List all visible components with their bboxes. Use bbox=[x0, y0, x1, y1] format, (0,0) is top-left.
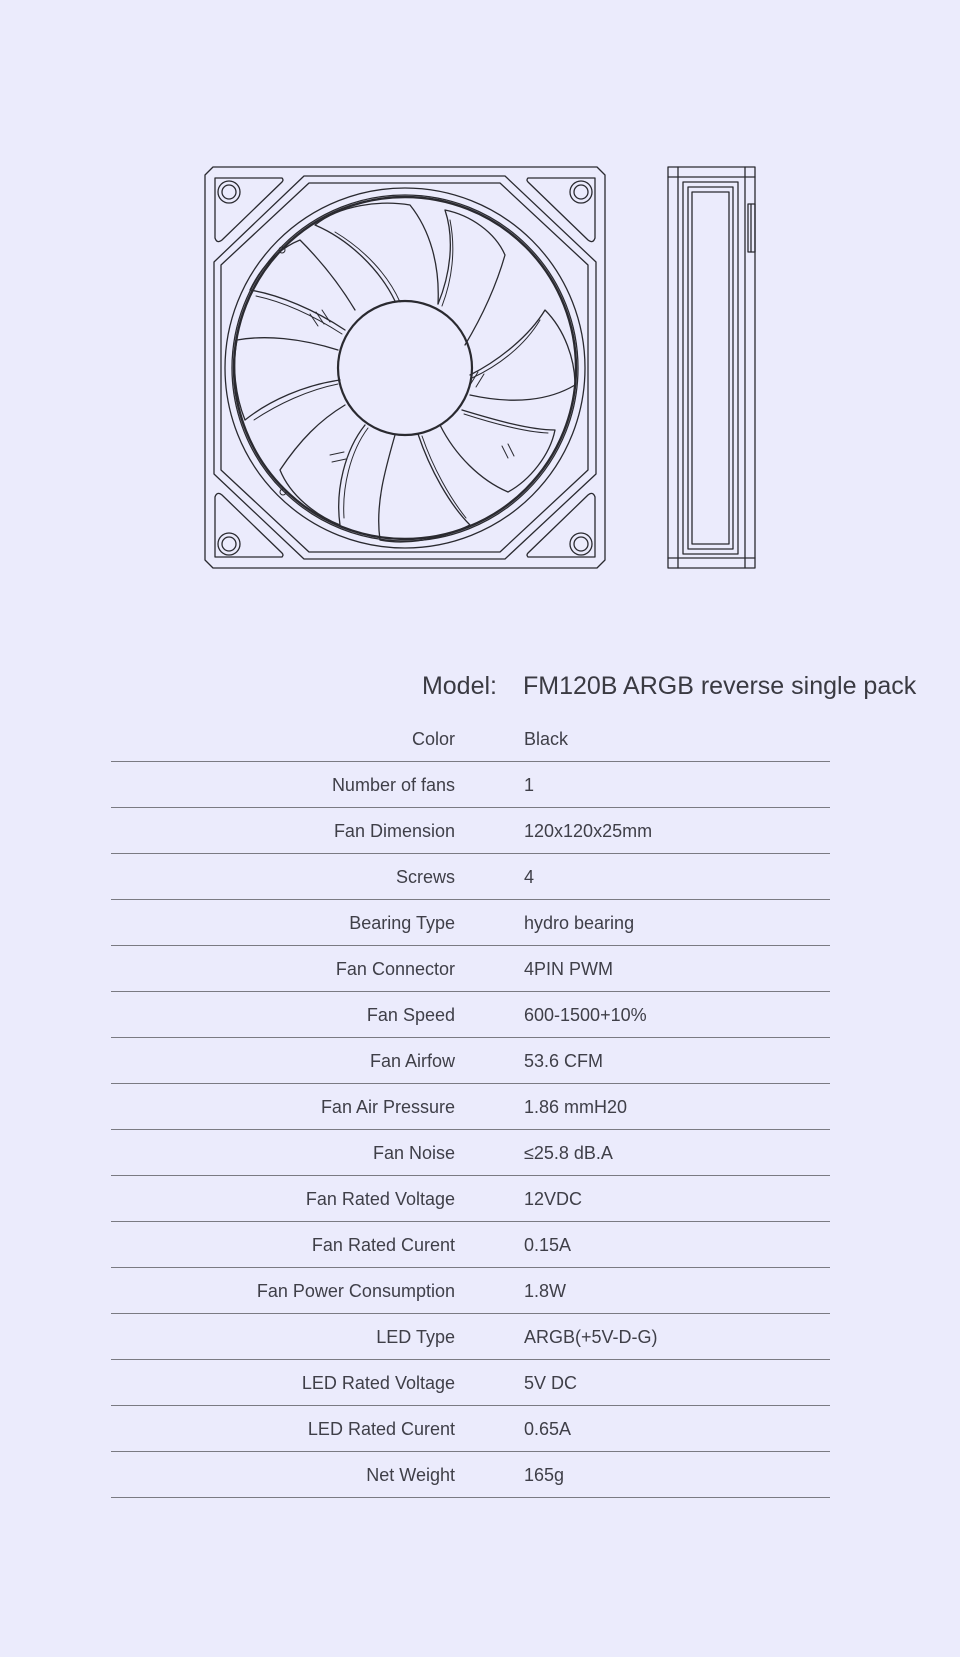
spec-row-color bbox=[111, 716, 830, 762]
spec-row-fan-air-pressure bbox=[111, 1084, 830, 1130]
spec-value: 53.6 CFM bbox=[524, 1051, 604, 1071]
spec-row-led-type bbox=[111, 1314, 830, 1360]
spec-label: Fan Dimension bbox=[333, 821, 455, 841]
spec-value: 120x120x25mm bbox=[524, 821, 653, 841]
model-label: Model: bbox=[421, 672, 497, 700]
spec-value: Black bbox=[524, 729, 569, 749]
spec-label: Fan Rated Voltage bbox=[305, 1189, 455, 1209]
spec-label: Fan Connector bbox=[335, 959, 455, 979]
spec-label: Color bbox=[411, 729, 455, 749]
spec-label: Fan Air Pressure bbox=[320, 1097, 455, 1117]
spec-label: Fan Power Consumption bbox=[256, 1281, 455, 1301]
spec-value: 1 bbox=[524, 775, 535, 795]
spec-label: Net Weight bbox=[366, 1465, 455, 1485]
spec-value: hydro bearing bbox=[524, 913, 635, 933]
spec-table bbox=[111, 716, 830, 1498]
fan-side-view bbox=[668, 167, 755, 568]
spec-label: LED Rated Curent bbox=[307, 1419, 455, 1439]
spec-row-fan-dimension bbox=[111, 808, 830, 854]
spec-value: 12VDC bbox=[524, 1189, 583, 1209]
spec-label: Fan Rated Curent bbox=[311, 1235, 455, 1255]
spec-value: 5V DC bbox=[524, 1373, 578, 1393]
spec-value: 4 bbox=[524, 867, 535, 887]
model-value: FM120B ARGB reverse single pack bbox=[523, 672, 917, 700]
spec-label: Fan Airfow bbox=[369, 1051, 455, 1071]
spec-row-fan-rated-current bbox=[111, 1222, 830, 1268]
spec-row-screws bbox=[111, 854, 830, 900]
spec-value: ≤25.8 dB.A bbox=[524, 1143, 613, 1163]
spec-value: 165g bbox=[524, 1465, 565, 1485]
fan-line-drawing bbox=[0, 0, 960, 620]
spec-value: 0.15A bbox=[524, 1235, 572, 1255]
spec-row-led-rated-voltage bbox=[111, 1360, 830, 1406]
spec-label: LED Type bbox=[376, 1327, 455, 1347]
spec-value: 4PIN PWM bbox=[524, 959, 614, 979]
spec-label: Screws bbox=[395, 867, 455, 887]
spec-value: ARGB(+5V-D-G) bbox=[524, 1327, 658, 1347]
model-row bbox=[0, 666, 960, 706]
fan-front-view bbox=[205, 167, 605, 568]
spec-value: 600-1500+10% bbox=[524, 1005, 647, 1025]
spec-row-bearing-type bbox=[111, 900, 830, 946]
spec-label: Bearing Type bbox=[349, 913, 455, 933]
spec-label: Number of fans bbox=[331, 775, 455, 795]
spec-row-led-rated-current bbox=[111, 1406, 830, 1452]
spec-row-fan-power-consumption bbox=[111, 1268, 830, 1314]
spec-value: 0.65A bbox=[524, 1419, 572, 1439]
spec-row-number-of-fans bbox=[111, 762, 830, 808]
spec-row-fan-airflow bbox=[111, 1038, 830, 1084]
spec-row-fan-speed bbox=[111, 992, 830, 1038]
spec-value: 1.8W bbox=[524, 1281, 567, 1301]
spec-label: Fan Noise bbox=[372, 1143, 455, 1163]
spec-label: Fan Speed bbox=[366, 1005, 455, 1025]
spec-row-fan-connector bbox=[111, 946, 830, 992]
spec-row-net-weight bbox=[111, 1452, 830, 1498]
spec-row-fan-noise bbox=[111, 1130, 830, 1176]
spec-row-fan-rated-voltage bbox=[111, 1176, 830, 1222]
spec-label: LED Rated Voltage bbox=[301, 1373, 455, 1393]
spec-value: 1.86 mmH20 bbox=[524, 1097, 628, 1117]
